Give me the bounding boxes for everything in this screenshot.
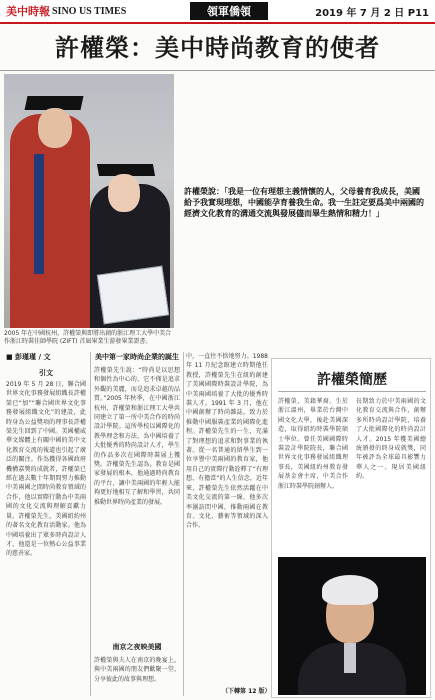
diploma: [97, 266, 169, 325]
paper-logo: 美中時報: [6, 5, 50, 18]
bio-text-right: 長期致力於中美兩國的文化教育交流與合作，創辦多所時尚設計學院，培養了大批國際化的時尚設計人才。2015 年獲美國總統頒發的終身成就獎，同年被評為全球最具影響力華人之一。現居美國紐約。: [356, 398, 426, 481]
masthead: [0, 0, 435, 24]
article-column-2-tail: 許權榮與夫人在南京的晚宴上，與中美兩國的朋友們歡聚一堂，分享彼此的故事與理想。: [94, 657, 180, 683]
paper-name: SINO US TIMES: [52, 5, 127, 17]
page-number: P11: [407, 7, 429, 19]
article-column-2: 許權榮先生說：“時尚是以思想和個性為中心的，它不僅是追求外觀的美麗，而是追求卓越的品質。”2005 年秋季，在中國浙江杭州，許權榮和浙江理工大學共同建立了第一所中美合作的時尚設計學院。這所學校以國際化的教學理念和方法，為中國培養了大批優秀的時尚設計人才，學生的作品多次在國際時裝展上獲獎。許權榮先生認為，教育是國家發展的根本，他通過時尚教育的平台，讓中美兩國的年輕人能夠更好地相互了解和學習，共同推動世界時尚產業的發展。: [94, 367, 180, 506]
shirt-collar: [344, 643, 356, 673]
bio-title-rule: [278, 391, 426, 392]
continued-note: （下轉第 12 版）: [222, 688, 271, 695]
man-face: [38, 108, 72, 148]
headline-rule: [0, 70, 435, 71]
byline: ■ 彭瑾瑾 / 文: [6, 353, 51, 361]
column-divider: [183, 352, 184, 696]
bio-text-left: 許權榮，美籍華裔。生於浙江溫州，畢業於台灣中國文化大學，後赴美國深造，取得紐約時裝學院碩士學位。曾任美國國際時裝設計學院院長，聯合國世界文化事務發展組織理事長，美國紐約州教育發展基金會主席，中美合作浙江時裝學院創辦人。: [278, 398, 348, 490]
column-2-heading: 美中第一家時尚企業的誕生: [95, 353, 179, 361]
date-text: 2019 年 7 月 2 日: [315, 7, 405, 19]
intro-heading: 引文: [39, 369, 53, 377]
graduation-photo: [4, 74, 174, 328]
section-tag: 領軍僑領: [190, 2, 268, 20]
column-divider: [90, 352, 91, 696]
column-2-subheading: 南京之夜映美國: [112, 643, 162, 651]
portrait-hair: [322, 575, 378, 605]
photo-caption: 2005 年在中國杭州，許權榮與即將出創的浙江理工大學中美合作浙江時裝佳師學院 (ZIFT) 首屆畢業生游發畢業證書。: [4, 330, 172, 345]
article-column-1: 2019 年 5 月 28 日，聯合國世界文化事務發展組織長許權榮已“加”“聯合國世界文化事務發展組織文化”的建設，此時身為公益獎項的理事長許權榮先生回到了中國。美國權威華文媒體上有關中國的美中文化教育交流的報道也引起了廣泛的關注。作為獲得各國政府機構嘉獎的成就者，許權榮已經在過去數十年期間努力推動中美兩國之間時尚教育領域的合作，他以實際行動為中美兩國的文化交流與理解貢獻力量。許權榮先生，美國紐約州的著名文化教育活動家。他為中國培養出了眾多時尚設計人才，他還是一位熱心公益事業的慈善家。: [6, 381, 86, 558]
headline: 許權榮：美中時尚教育的使者: [55, 34, 380, 62]
bio-box: [271, 358, 431, 698]
bio-title: 許權榮簡歷: [317, 372, 387, 388]
woman-face: [108, 174, 140, 212]
article-column-3: 中，一直往不捨地努力。1988 年 11 月紀念館建立時期他任教授，許權榮先生在紐約創建了美國國際時裝設計學院，為中美兩國培養了大批的優秀時裝人才。1991 年 3 月，他在中國創辦了時尚雜誌，致力於推動中國服裝產業的國際化進程。許權榮先生的一生，充滿了對理想的追求和對事業的執著。從一名普通的留學生到一位享譽中美兩國的教育家，他用自己的實際行動詮釋了“有理想、有擔當”的人生信念。近年來，許權榮先生依然活躍在中美文化交流的第一線，他多次率團訪問中國，推動兩國在教育、文化、藝術等領域的深入合作。: [186, 353, 268, 530]
portrait-photo: [278, 557, 426, 695]
gown-sash: [34, 154, 44, 274]
pull-quote: 許權榮說：「我是一位有理想主義情懷的人，父母養育我成長，美國給予我實現理想，中國能孕育養我生命。我一生註定要爲美中兩國的經濟文化教育的溝通交流與發展儘而畢生熱情和精力！」: [184, 187, 424, 218]
issue-date: [315, 4, 435, 19]
